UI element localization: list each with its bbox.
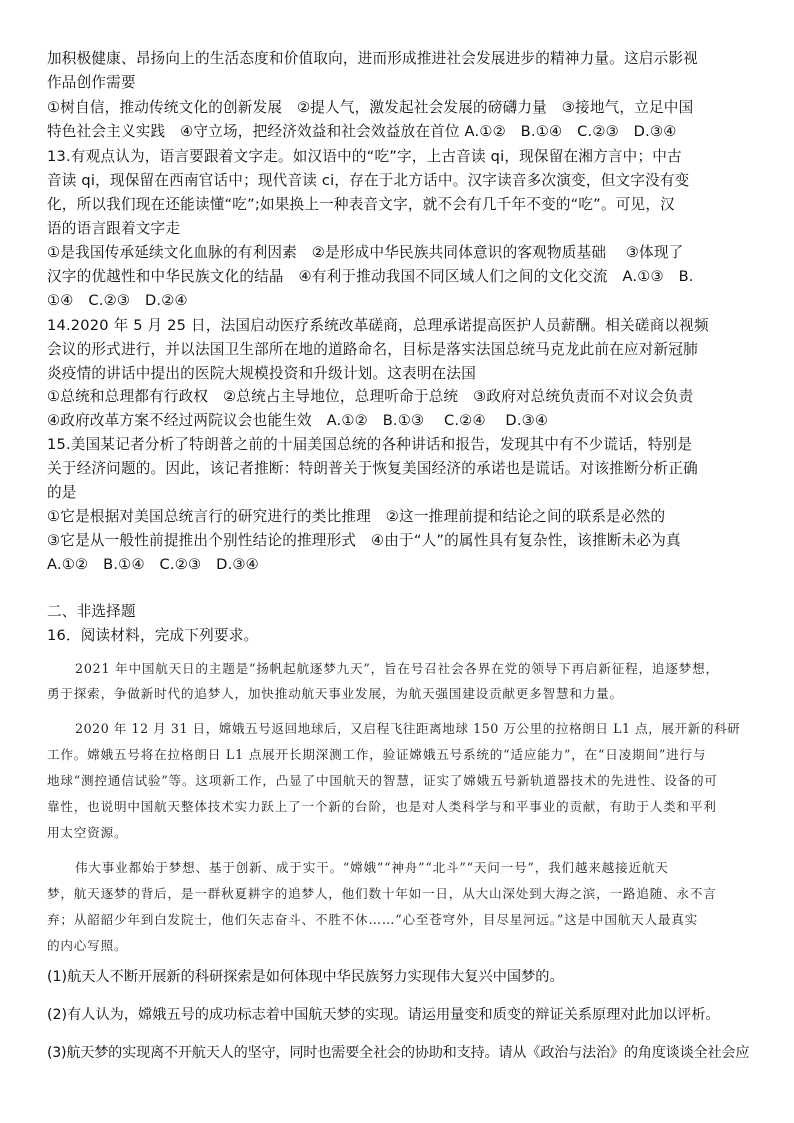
answer-choices: A.①② B.①④ C.②③ D.③④ [47,556,259,573]
option-line: ③它是从一般性前提推出个别性结论的推理形式 ④由于“人”的属性具有复杂性，该推断未必为真 [47,532,681,549]
option-line: ①是我国传承延续文化血脉的有利因素 ②是形成中华民族共同体意识的客观物质基础 ③体现了 [47,244,684,261]
option-line: ①④ C.②③ D.②④ [47,292,188,309]
text-line: 的是 [47,484,77,501]
option-line: ①树自信，推动传统文化的创新发展 ②提人气，激发起社会发展的磅礴力量 ③接地气，立足中国 [47,99,694,116]
text-line: 化，所以我们现在还能读懂“吃”;如果换上一种表音文字，就不会有几千年不变的“吃”。可见，汉 [47,196,675,213]
option-line: ④政府改革方案不经过两院议会也能生效 A.①② B.①③ C.②④ D.③④ [47,412,549,429]
option-line: ①它是根据对美国总统言行的研究进行的类比推理 ②这一推理前提和结论之间的联系是必然的 [47,508,666,525]
text-line: 加积极健康、昂扬向上的生活态度和价值取向，进而形成推进社会发展进步的精神力量。这启示影视 [47,50,698,67]
section-heading: 二、非选择题 [47,603,136,620]
material-line: 的内心写照。 [47,938,128,953]
option-line: 特色社会主义实践 ④守立场，把经济效益和社会效益放在首位 A.①② B.①④ C.②③ D.③④ [47,123,677,140]
material-line: 工作。嫦娥五号将在拉格朗日 L1 点展开长期深测工作，验证嫦娥五号系统的“适应能力”，在“日凌期间”进行与 [47,747,707,762]
question-16-intro: 16．阅读材料，完成下列要求。 [47,627,259,644]
sub-question-1: (1)航天人不断开展新的科研探索是如何体现中华民族努力实现伟大复兴中国梦的。 [47,969,564,985]
text-line: 音读 qi，现保留在西南官话中；现代音读 ci，存在于北方话中。汉字读音多次演变，但文字没有变 [47,172,690,189]
material-line: 2020 年 12 月 31 日，嫦娥五号返回地球后，又启程飞往距离地球 150 万公里的拉格朗日 L1 点，展开新的科研 [75,721,741,736]
material-line: 弃；从韶韶少年到白发院士，他们矢志奋斗、不胜不休……“心至苍穹外，目尽星河远。”这是中国航天人最真实 [47,912,699,927]
text-line: 关于经济问题的。因此，该记者推断：特朗普关于恢复美国经济的承诺也是谎话。对该推断分析正确 [47,460,698,477]
material-line: 用太空资源。 [47,825,128,840]
option-line: 汉字的优越性和中华民族文化的结晶 ④有利于推动我国不同区域人们之间的文化交流 A.①③ B. [47,268,694,285]
text-line: 炎疫情的讲话中提出的医院大规模投资和升级计划。这表明在法国 [47,365,477,382]
material-line: 梦，航天逐梦的背后，是一群秋夏耕字的追梦人，他们数十年如一日，从大山深处到大海之滨，一路追随、永不言 [47,886,717,901]
question-14: 14.2020 年 5 月 25 日，法国启动医疗系统改革磋商，总理承诺提高医护人员薪酬。相关磋商以视频 [47,317,709,334]
question-13: 13.有观点认为，语言要跟着文字走。如汉语中的“吃”字，上古音读 qi，现保留在湘方言中；中古 [47,148,682,165]
material-line: 伟大事业都始于梦想、基于创新、成于实干。“嫦娥”“神舟”“北斗”“天问一号”，我们越来越接近航天 [75,860,669,875]
sub-question-3: (3)航天梦的实现离不开航天人的坚守，同时也需要全社会的协助和支持。请从《政治与法治》的角度谈谈全社会应 [47,1045,750,1061]
material-line: 地球“测控通信试验”等。这项新工作，凸显了中国航天的智慧，证实了嫦娥五号新轨道器技术的先进性、设备的可 [47,773,718,788]
question-15: 15.美国某记者分析了特朗普之前的十届美国总统的各种讲话和报告，发现其中有不少谎话，特别是 [47,436,693,453]
material-line: 勇于探索，争做新时代的追梦人，加快推动航天事业发展，为航天强国建设贡献更多智慧和力量。 [47,686,623,701]
option-line: ①总统和总理都有行政权 ②总统占主导地位，总理听命于总统 ③政府对总统负责而不对议会负责 [47,388,694,405]
sub-question-2: (2)有人认为，嫦娥五号的成功标志着中国航天梦的实现。请运用量变和质变的辩证关系原理对此加以评析。 [47,1007,720,1023]
material-line: 2021 年中国航天日的主题是“扬帆起航逐梦九天”，旨在号召社会各界在党的领导下再启新征程，追逐梦想， [75,661,719,676]
text-line: 语的语言跟着文字走 [47,220,181,237]
text-line: 作品创作需要 [47,74,136,91]
text-line: 会议的形式进行，并以法国卫生部所在地的道路命名，目标是落实法国总统马克龙此前在应对新冠肺 [47,341,698,358]
material-line: 靠性，也说明中国航天整体技术实力跃上了一个新的台阶，也是对人类科学与和平事业的贡献，有助于人类和平利 [47,799,717,814]
